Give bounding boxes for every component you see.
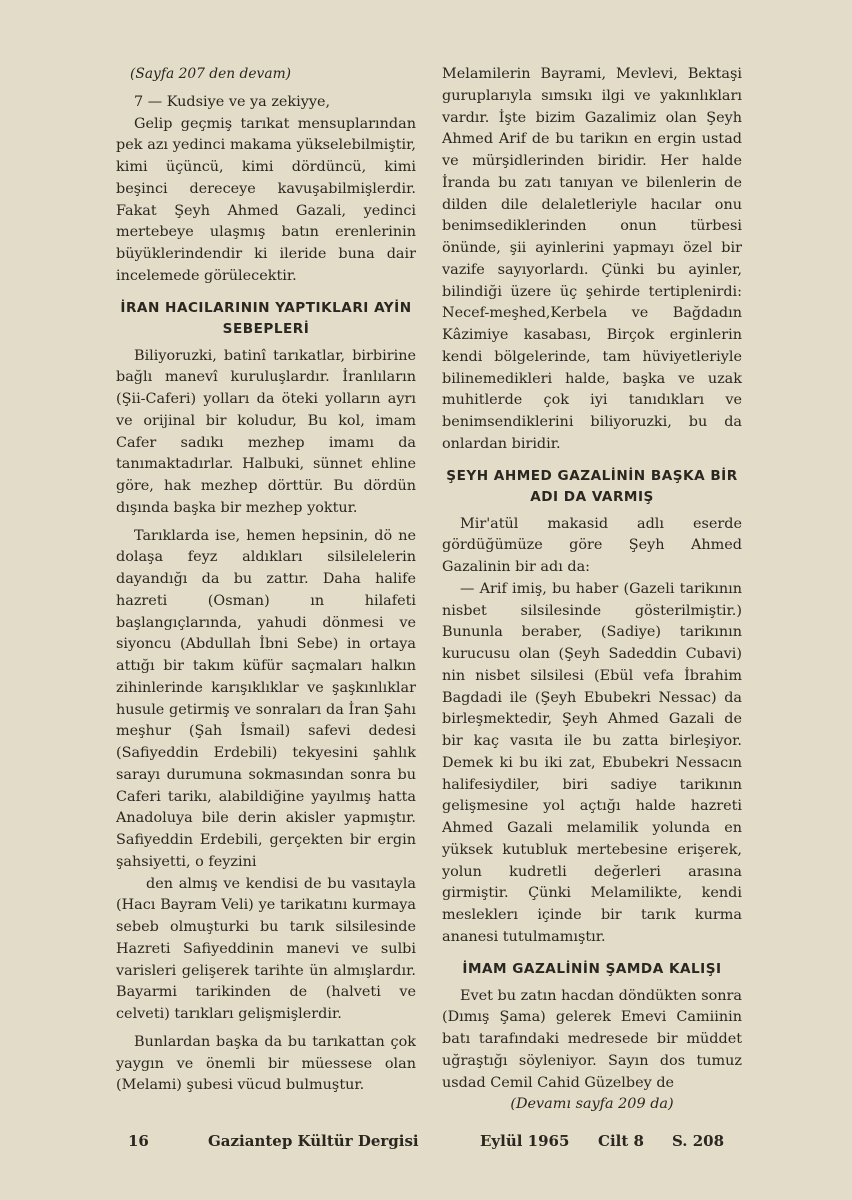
journal-page-label: S. 208 — [672, 1132, 725, 1150]
section-heading: İMAM GAZALİNİN ŞAMDA KALIŞI — [462, 960, 722, 977]
section-heading: ŞEYH AHMED GAZALİNİN BAŞKA BİR ADI DA VARMIŞ — [446, 467, 738, 505]
continued-on-note: (Devamı sayfa 209 da) — [510, 1096, 674, 1113]
volume-label: Cilt 8 — [598, 1132, 644, 1150]
paragraph: 7 — Kudsiye ve ya zekiyye, — [134, 93, 331, 110]
issue-date: Eylül 1965 — [480, 1132, 570, 1150]
paragraph: — Arif imiş, bu haber (Gazeli tarikının nisbet silsilesinde gösterilmiştir.) Bununla beraber, (Sadiye) tarikının kurucusu olan (Şeyh Sadeddin Cubavi) nin nisbet silsilesi (Ebül vefa İbrahim Bagdadi ile (Şeyh Ebubekri Nessac) da birleşmektedir, Şeyh Ahmed Gazali de bir kaç vasıta ile bu zatta birleşiyor. Demek ki bu iki zat, Ebubekri Nessacın halifesiydiler, biri sadiye tarikının gelişmesine yol açtığı halde hazreti Ahmed Gazali melamilik yolunda en yüksek kutubluk mertebesine erişerek, yolun kudretli değerleri arasına girmiştir. Çünki Melamilikte, kendi mesleklerı içinde bir tarık kurma ananesi tutulmamıştır. — [442, 580, 742, 945]
page-footer — [0, 1132, 852, 1156]
right-column — [442, 64, 742, 1116]
section-heading: İRAN HACILARININ YAPTIKLARI AYİN SEBEPLERİ — [120, 299, 412, 337]
paragraph: Tarıklarda ise, hemen hepsinin, dö ne dolaşa feyz aldıkları silsilelelerin dayandığı da bu zattır. Daha halife hazreti (Osman) ın hilafeti başlangıçlarında, yahudi dönmesi ve siyoncu (Abdullah İbni Sebe) in ortaya attığı bir takım küfür saçmaları halkın zihinlerinde karışıklıklar ve şaşkınlıklar husule getirmiş ve sonraları da İran Şahı meşhur (Şah İsmail) safevi dedesi (Safiyeddin Erdebili) tekyesini şahlık sarayı durumuna sokmasından sonra bu Caferi tarikı, alabildiğine yayılmış hatta Anadoluya bile derin akisler yapmıştır. Safiyeddin Erdebili, gerçekten bir ergin şahsiyetti, o feyzini — [116, 527, 416, 870]
paragraph: Mir'atül makasid adlı eserde gördüğümüze göre Şeyh Ahmed Gazalinin bir adı da: — [442, 515, 742, 575]
paragraph: Gelip geçmiş tarıkat mensuplarından pek azı yedinci makama yükselebilmiştir, kimi üçüncü, kimi dördüncü, kimi beşinci dereceye kavuşabilmişlerdir. Fakat Şeyh Ahmed Gazali, yedinci mertebeye ulaşmış batın erenlerinin büyüklerindendir ki ileride buna dair incelemede görülecektir. — [116, 115, 416, 284]
continued-from-note: (Sayfa 207 den devam) — [130, 66, 292, 82]
paragraph: Bunlardan başka da bu tarıkattan çok yaygın ve önemli bir müessese olan (Melami) şubesi vücud bulmuştur. — [116, 1033, 416, 1094]
paragraph: den almış ve kendisi de bu vasıtayla (Hacı Bayram Veli) ye tarikatını kurmaya sebeb olmuşturki bu tarık silsilesinde Hazreti Safiyeddinin manevi ve sulbi varisleri gelişerek tarihte ün almışlardır. Bayarmi tarikinden de (halveti ve celveti) tarıkları gelişmişlerdir. — [116, 875, 416, 1022]
paragraph: Melamilerin Bayrami, Mevlevi, Bektaşi guruplarıyla sımsıkı ilgi ve yakınlıkları vardır. İşte bizim Gazalimiz olan Şeyh Ahmed Arif de bu tarikın en ergin ustad ve mürşidlerinden biridir. Her halde İranda bu zatı tanıyan ve bilenlerin de dilden dile delaletleriyle hacılar onu benimsediklerinden onun türbesi önünde, şii ayinlerini yapmayı özel bir vazife sayıyorlardı. Çünki bu ayinler, bilindiği üzere üç şehirde tertiplenirdi: Necef-meşhed,Kerbela ve Bağdadın Kâzimiye kasabası, Birçok erginlerin kendi bölgelerinde, tam hüviyetleriyle bilinemedikleri halde, başka ve uzak muhitlerde çok iyi tanıdıkları ve benimsendiklerini biliyoruzki, bu da onlardan biridir. — [442, 66, 742, 452]
page-number: 16 — [128, 1132, 149, 1150]
paragraph: Biliyoruzki, batinî tarıkatlar, birbirine bağlı manevî kuruluşlardır. İranlıların (Şii-Caferi) yolları da öteki yolların ayrı ve orijinal bir koludur, Bu kol, imam Cafer sadıkı mezhep imamı da tanımaktadırlar. Halbuki, sünnet ehline göre, hak mezhep dörttür. Bu dördün dışında başka bir mezhep yoktur. — [116, 347, 416, 516]
left-column — [116, 64, 416, 1097]
paragraph: Evet bu zatın hacdan döndükten sonra (Dımış Şama) gelerek Emevi Camiinin batı tarafındaki medresede bir müddet uğraştığı söyleniyor. Sayın dos tumuz usdad Cemil Cahid Güzelbey de — [442, 987, 742, 1091]
journal-name: Gaziantep Kültür Dergisi — [208, 1132, 419, 1150]
